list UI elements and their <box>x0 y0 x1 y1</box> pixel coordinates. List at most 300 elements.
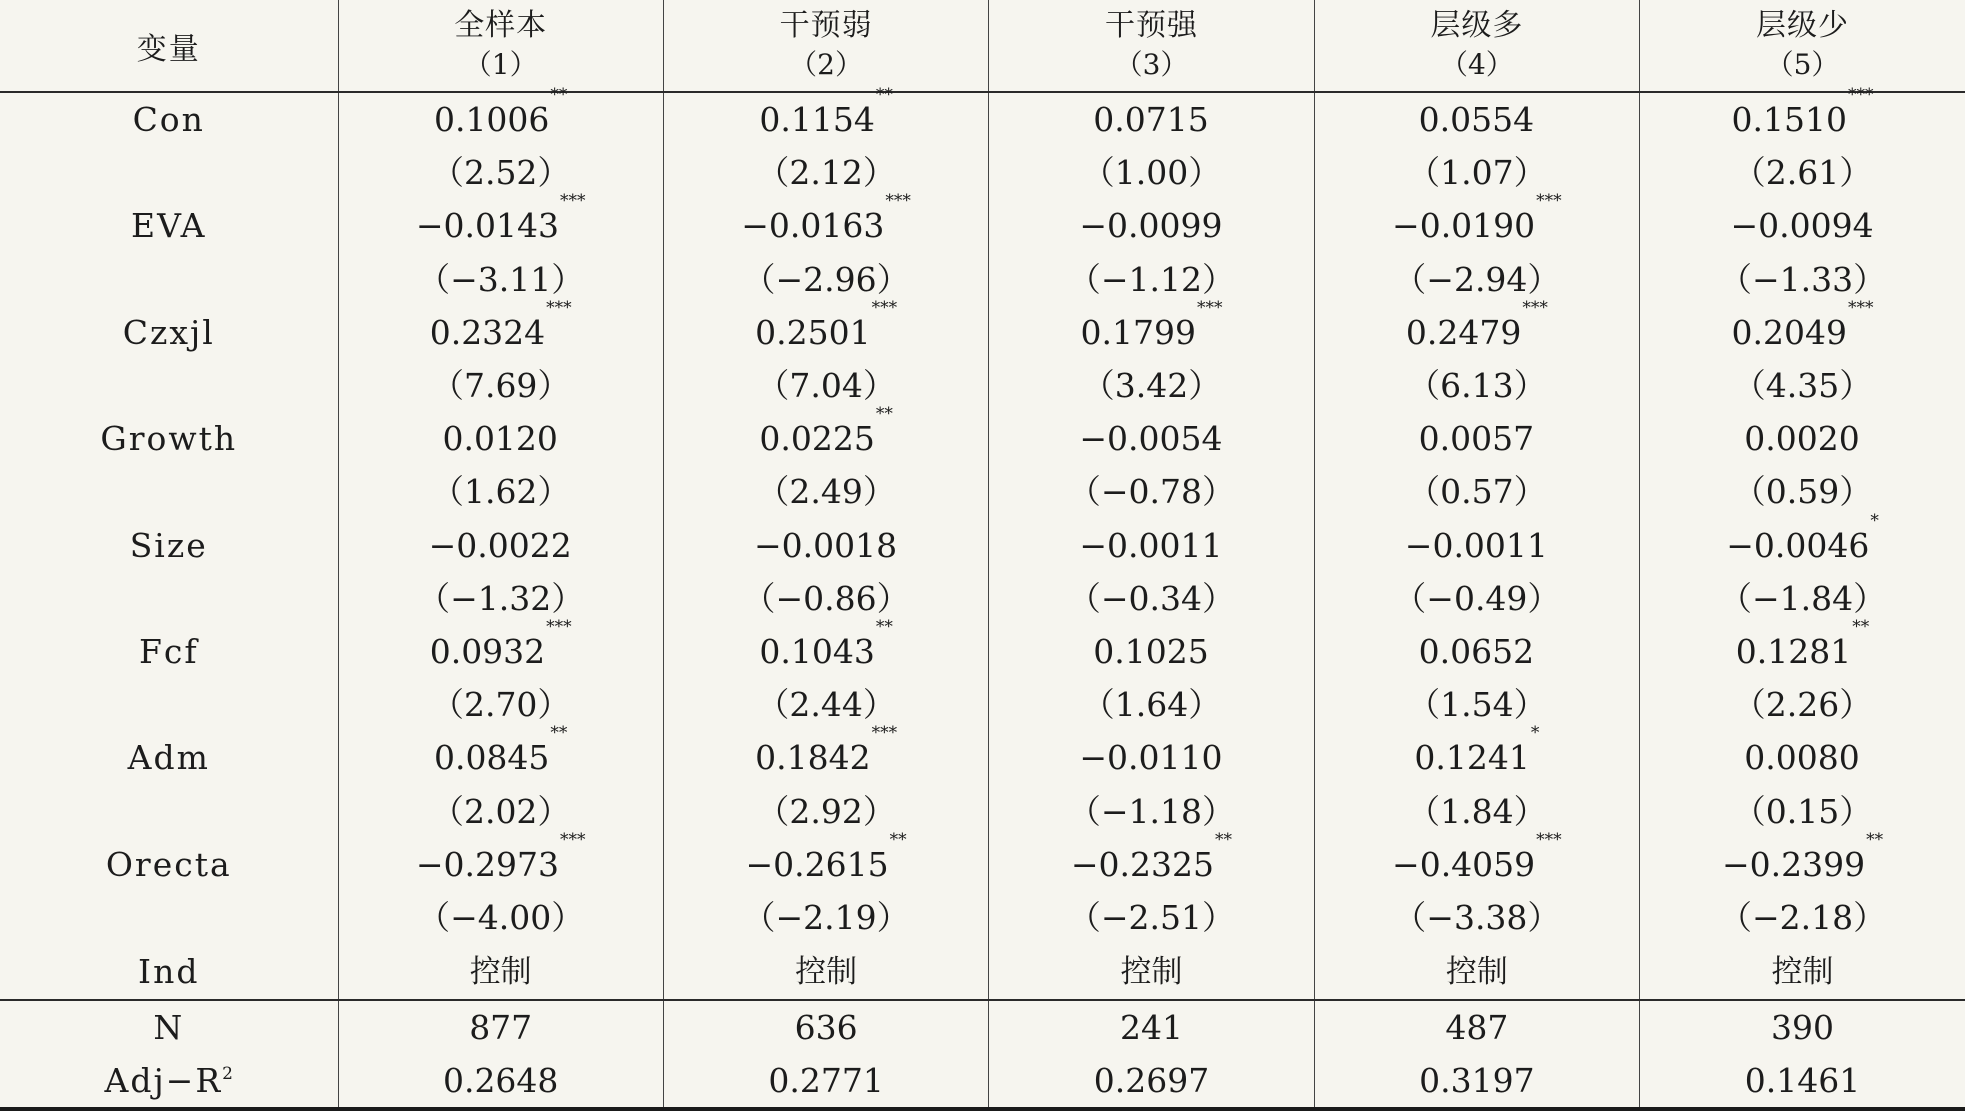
t-statistic <box>1314 678 1639 731</box>
t-statistic <box>663 146 988 199</box>
significance-stars: ** <box>550 85 568 106</box>
t-statistic-text: （0.15） <box>1732 791 1873 831</box>
column-number: （1） <box>463 47 538 81</box>
coef-value-wrap <box>1392 191 1562 246</box>
variable-name <box>0 1000 338 1054</box>
significance-stars: *** <box>871 297 898 318</box>
adj-r2-value-text: 0.3197 <box>1419 1061 1535 1101</box>
coef-cell <box>1640 412 1965 465</box>
adj-r2-value <box>663 1054 988 1109</box>
t-statistic-text: （1.84） <box>1407 791 1547 831</box>
coef-cell <box>663 519 988 572</box>
t-statistic <box>338 891 663 944</box>
coef-value: −0.0094 <box>1730 206 1874 246</box>
variable-name-text: Adm <box>127 738 210 778</box>
coef-value-wrap <box>429 297 572 352</box>
coef-value-wrap <box>1093 632 1209 671</box>
variable-name-text: Fcf <box>138 631 199 671</box>
observation-count <box>1640 1000 1965 1054</box>
variable-name-text: Ind <box>138 952 200 991</box>
coef-cell <box>1314 723 1639 784</box>
coef-cell <box>1314 519 1639 572</box>
coef-value: −0.0163 <box>741 206 885 246</box>
empty-cell <box>0 146 338 199</box>
variable-name-text: EVA <box>130 206 207 246</box>
coef-value: −0.0011 <box>1079 525 1223 565</box>
coef-cell <box>989 731 1314 784</box>
control-indicator-text: 控制 <box>1771 954 1834 990</box>
coef-value: 0.0120 <box>442 419 558 459</box>
t-statistic-text: （3.42） <box>1081 366 1222 406</box>
coef-value-wrap <box>1730 206 1874 245</box>
column-header-4 <box>1314 0 1639 92</box>
observation-count <box>663 1000 988 1054</box>
significance-stars: *** <box>546 616 572 637</box>
tstat-row <box>0 678 1965 731</box>
coef-row <box>0 306 1965 359</box>
t-statistic-text: （−2.51） <box>1067 897 1236 937</box>
t-statistic-text: （−1.12） <box>1067 259 1236 299</box>
t-statistic-text: （2.44） <box>756 685 896 725</box>
coef-value: −0.4059 <box>1392 844 1536 884</box>
observation-count-text: 241 <box>1119 1008 1183 1048</box>
t-statistic-text: （2.61） <box>1732 153 1873 193</box>
coef-value: 0.1510 <box>1731 100 1848 140</box>
coef-value: 0.1006 <box>433 100 550 140</box>
variable-header-label: 变量 <box>136 31 201 67</box>
t-statistic-text: （6.13） <box>1407 366 1547 406</box>
coef-value-wrap <box>415 191 586 246</box>
coef-value: 0.1025 <box>1093 631 1209 671</box>
t-statistic <box>989 572 1314 625</box>
coef-value-wrap <box>1414 723 1540 778</box>
significance-stars: ** <box>889 829 907 850</box>
control-indicator <box>338 944 663 1000</box>
coef-value: −0.0011 <box>1404 525 1548 565</box>
significance-stars: *** <box>885 191 911 212</box>
observation-count-text: 487 <box>1445 1008 1509 1048</box>
t-statistic-text: （1.64） <box>1081 685 1222 725</box>
t-statistic <box>663 891 988 944</box>
coef-cell <box>1640 731 1965 784</box>
t-statistic <box>663 253 988 306</box>
coef-cell <box>338 412 663 465</box>
t-statistic <box>338 678 663 731</box>
t-statistic-text: （0.57） <box>1407 472 1547 512</box>
significance-stars: *** <box>1196 297 1223 318</box>
coef-value-wrap <box>1405 297 1548 352</box>
coef-cell <box>989 829 1314 891</box>
t-statistic-text: （1.62） <box>430 472 571 512</box>
coef-cell <box>989 297 1314 359</box>
observation-count-text: 636 <box>794 1008 858 1048</box>
coef-cell <box>338 85 663 146</box>
control-indicator-text: 控制 <box>1120 954 1183 990</box>
column-number: （5） <box>1765 47 1840 81</box>
coef-cell <box>338 191 663 252</box>
t-statistic-text: （2.92） <box>756 791 896 831</box>
empty-cell <box>0 891 338 944</box>
empty-cell <box>0 678 338 731</box>
coef-cell <box>1640 616 1965 678</box>
coef-value: 0.1241 <box>1414 738 1530 778</box>
t-statistic-text: （2.26） <box>1732 685 1873 725</box>
t-statistic <box>1314 359 1639 412</box>
tstat-row <box>0 359 1965 412</box>
significance-stars: ** <box>1215 829 1233 850</box>
t-statistic <box>663 465 988 518</box>
tstat-row <box>0 891 1965 944</box>
coef-value-wrap <box>429 526 573 565</box>
coef-value-wrap <box>1070 829 1233 884</box>
variable-name <box>0 625 338 678</box>
coef-cell <box>1314 625 1639 678</box>
t-statistic-text: （0.59） <box>1732 472 1873 512</box>
coef-value: 0.2324 <box>429 312 546 352</box>
coef-value-wrap <box>1080 297 1223 352</box>
column-header-3 <box>989 0 1314 92</box>
significance-stars: * <box>1870 510 1879 531</box>
t-statistic <box>1640 891 1965 944</box>
t-statistic-text: （−3.11） <box>417 259 585 299</box>
variable-name <box>0 944 338 1000</box>
coef-value-wrap <box>1079 206 1223 245</box>
column-name: 干预弱 <box>779 7 873 43</box>
coef-value-wrap <box>1731 85 1874 140</box>
t-statistic <box>989 678 1314 731</box>
coef-cell <box>338 723 663 784</box>
coef-cell <box>989 199 1314 252</box>
t-statistic <box>989 253 1314 306</box>
t-statistic-text: （−0.49） <box>1393 578 1561 618</box>
t-statistic-text: （−3.38） <box>1393 897 1561 937</box>
adj-r2-value <box>989 1054 1314 1109</box>
adj-r2-value <box>338 1054 663 1109</box>
variable-name-text: N <box>153 1008 185 1048</box>
coef-value: 0.2479 <box>1405 312 1522 352</box>
coef-row <box>0 199 1965 252</box>
table-header <box>0 0 1965 92</box>
control-indicator-text: 控制 <box>1445 954 1508 990</box>
coef-value-wrap <box>1735 616 1870 671</box>
t-statistic-text: （7.04） <box>756 366 896 406</box>
coef-value-wrap <box>755 297 898 352</box>
coef-value: 0.0225 <box>759 419 875 459</box>
t-statistic <box>663 572 988 625</box>
t-statistic-text: （−4.00） <box>417 897 585 937</box>
t-statistic <box>989 146 1314 199</box>
t-statistic <box>989 465 1314 518</box>
column-name: 层级多 <box>1430 7 1524 43</box>
coef-cell <box>338 297 663 359</box>
coef-value: −0.2615 <box>745 844 889 884</box>
t-statistic-text: （−2.19） <box>742 897 910 937</box>
significance-stars: *** <box>560 829 586 850</box>
empty-cell <box>0 784 338 837</box>
significance-stars: * <box>1530 723 1540 744</box>
coef-value: −0.0110 <box>1079 738 1223 778</box>
t-statistic <box>989 359 1314 412</box>
coef-value: −0.0054 <box>1079 419 1223 459</box>
significance-stars: ** <box>550 723 568 744</box>
t-statistic-text: （−0.34） <box>1067 578 1236 618</box>
t-statistic-text: （−1.32） <box>417 578 585 618</box>
empty-cell <box>0 465 338 518</box>
control-indicator <box>1640 944 1965 1000</box>
coef-value: 0.0080 <box>1744 738 1860 778</box>
coef-value-wrap <box>741 191 911 246</box>
coef-cell <box>1314 829 1639 891</box>
variable-name <box>0 1054 338 1109</box>
coef-row <box>0 92 1965 146</box>
variable-name-text: Growth <box>100 419 238 459</box>
coef-row <box>0 412 1965 465</box>
t-statistic <box>1314 572 1639 625</box>
coef-value-wrap <box>1392 829 1562 884</box>
t-statistic-text: （1.54） <box>1407 685 1547 725</box>
significance-stars: *** <box>546 297 572 318</box>
adj-r2-value <box>1640 1054 1965 1109</box>
coef-cell <box>1314 92 1639 146</box>
coef-cell <box>663 191 988 252</box>
column-header-2 <box>663 0 988 92</box>
coef-cell <box>989 625 1314 678</box>
tstat-row <box>0 784 1965 837</box>
coef-value: 0.2501 <box>755 312 871 352</box>
observations-row <box>0 1000 1965 1054</box>
coef-value-wrap <box>415 829 586 884</box>
coef-row <box>0 838 1965 891</box>
coef-value: −0.0046 <box>1726 525 1870 565</box>
significance-stars: *** <box>871 723 898 744</box>
t-statistic-text: （−1.18） <box>1067 791 1236 831</box>
coef-value: −0.0022 <box>428 525 572 565</box>
coef-value-wrap <box>1405 526 1549 565</box>
coef-cell <box>663 85 988 146</box>
adj-r2-value <box>1314 1054 1639 1109</box>
t-statistic <box>1640 253 1965 306</box>
t-statistic <box>663 359 988 412</box>
industry-control-row <box>0 944 1965 1000</box>
significance-stars: ** <box>875 404 893 425</box>
t-statistic-text: （2.12） <box>756 153 896 193</box>
coef-cell <box>663 829 988 891</box>
t-statistic <box>1314 146 1639 199</box>
coef-cell <box>338 616 663 678</box>
coef-value-wrap <box>1093 100 1209 139</box>
coef-cell <box>1640 199 1965 252</box>
control-indicator <box>989 944 1314 1000</box>
coef-row <box>0 625 1965 678</box>
column-header-5 <box>1640 0 1965 92</box>
observation-count <box>338 1000 663 1054</box>
column-name: 全样本 <box>454 7 548 43</box>
coef-value: −0.0018 <box>754 525 898 565</box>
t-statistic-text: （4.35） <box>1732 366 1873 406</box>
t-statistic-text: （2.49） <box>756 472 896 512</box>
t-statistic <box>989 891 1314 944</box>
significance-stars: ** <box>1866 829 1884 850</box>
coef-value: −0.2973 <box>415 844 559 884</box>
column-name: 干预强 <box>1104 7 1198 43</box>
column-header-1 <box>338 0 663 92</box>
adj-r2-value-text: 0.2648 <box>442 1061 559 1101</box>
coef-value: 0.2049 <box>1731 312 1848 352</box>
coef-cell <box>1640 297 1965 359</box>
adj-r2-value-text: 0.1461 <box>1744 1061 1861 1101</box>
adj-r2-label: Adj−R <box>104 1061 223 1101</box>
variable-name-text: Czxjl <box>122 312 215 352</box>
coef-cell <box>1640 510 1965 572</box>
coef-value-wrap <box>1079 526 1223 565</box>
variable-name <box>0 199 338 252</box>
t-statistic <box>338 253 663 306</box>
t-statistic <box>338 572 663 625</box>
tstat-row <box>0 253 1965 306</box>
t-statistic <box>1640 572 1965 625</box>
t-statistic <box>338 784 663 837</box>
significance-stars: *** <box>1848 297 1874 318</box>
column-name: 层级少 <box>1756 7 1850 43</box>
t-statistic <box>663 678 988 731</box>
observation-count <box>1314 1000 1639 1054</box>
t-statistic <box>1314 253 1639 306</box>
coef-cell <box>1640 829 1965 891</box>
control-indicator <box>1314 944 1639 1000</box>
coef-value-wrap <box>759 404 893 459</box>
column-number: （2） <box>789 47 863 81</box>
empty-cell <box>0 572 338 625</box>
coef-cell <box>989 519 1314 572</box>
t-statistic-text: （2.02） <box>430 791 571 831</box>
t-statistic-text: （2.70） <box>430 685 571 725</box>
coef-value-wrap <box>1744 419 1860 458</box>
coef-value-wrap <box>1731 297 1874 352</box>
t-statistic-text: （−0.78） <box>1067 472 1236 512</box>
coef-value: 0.0845 <box>433 738 550 778</box>
variable-header <box>0 0 338 92</box>
coef-row <box>0 731 1965 784</box>
coef-value-wrap <box>1744 738 1860 777</box>
variable-name <box>0 412 338 465</box>
t-statistic <box>1314 465 1639 518</box>
adj-r2-superscript: 2 <box>222 1064 233 1085</box>
tstat-row <box>0 465 1965 518</box>
variable-name <box>0 306 338 359</box>
coef-value: −0.0190 <box>1392 206 1536 246</box>
column-number: （3） <box>1114 47 1189 81</box>
control-indicator-text: 控制 <box>795 954 858 990</box>
t-statistic-text: （1.00） <box>1081 153 1222 193</box>
observation-count-text: 877 <box>469 1008 533 1048</box>
coef-cell <box>1640 85 1965 146</box>
t-statistic <box>1314 784 1639 837</box>
t-statistic <box>1640 678 1965 731</box>
coef-value: 0.0057 <box>1418 419 1535 459</box>
coef-value-wrap <box>433 723 568 778</box>
coef-value: 0.1799 <box>1080 312 1196 352</box>
t-statistic-text: （7.69） <box>430 366 571 406</box>
variable-name <box>0 519 338 572</box>
variable-name <box>0 838 338 891</box>
t-statistic <box>338 465 663 518</box>
coef-value-wrap <box>755 723 898 778</box>
t-statistic-text: （−0.86） <box>742 578 910 618</box>
coef-cell <box>989 412 1314 465</box>
column-number: （4） <box>1439 47 1514 81</box>
t-statistic <box>1640 784 1965 837</box>
coef-value-wrap <box>759 616 893 671</box>
coef-cell <box>338 519 663 572</box>
t-statistic-text: （1.07） <box>1407 153 1547 193</box>
t-statistic-text: （−1.33） <box>1718 259 1887 299</box>
empty-cell <box>0 253 338 306</box>
empty-cell <box>0 359 338 412</box>
coef-value-wrap <box>759 85 893 140</box>
coef-value-wrap <box>1721 829 1884 884</box>
coef-value-wrap <box>1419 632 1535 671</box>
coef-value-wrap <box>429 616 572 671</box>
coef-value: 0.1043 <box>759 631 875 671</box>
coef-value: −0.0143 <box>415 206 559 246</box>
variable-name-text: Size <box>129 525 208 565</box>
adj-r2-value-text: 0.2697 <box>1093 1061 1210 1101</box>
coef-row <box>0 519 1965 572</box>
t-statistic-text: （2.52） <box>430 153 571 193</box>
coef-cell <box>663 404 988 465</box>
control-indicator-text: 控制 <box>469 954 532 990</box>
variable-name-text: Orecta <box>105 844 232 884</box>
coef-value-wrap <box>433 85 568 140</box>
observation-count <box>989 1000 1314 1054</box>
t-statistic <box>989 784 1314 837</box>
significance-stars: ** <box>875 85 893 106</box>
coef-value-wrap <box>442 419 558 458</box>
coef-value-wrap <box>1419 100 1535 139</box>
t-statistic-text: （−2.18） <box>1718 897 1887 937</box>
coef-value: 0.1281 <box>1735 631 1852 671</box>
coef-value: 0.0715 <box>1093 100 1209 140</box>
t-statistic-text: （−2.96） <box>742 259 910 299</box>
coef-value: −0.2325 <box>1070 844 1215 884</box>
coef-value: 0.1154 <box>759 100 875 140</box>
coef-value: −0.2399 <box>1721 844 1866 884</box>
table-body <box>0 85 1965 1109</box>
significance-stars: *** <box>1536 829 1562 850</box>
coef-cell <box>1314 412 1639 465</box>
t-statistic <box>663 784 988 837</box>
t-statistic <box>338 359 663 412</box>
t-statistic <box>1314 891 1639 944</box>
t-statistic-text: （−1.84） <box>1718 578 1887 618</box>
t-statistic <box>1640 146 1965 199</box>
significance-stars: *** <box>1522 297 1548 318</box>
coef-value: 0.0652 <box>1418 631 1535 671</box>
coef-cell <box>338 829 663 891</box>
coef-cell <box>1314 191 1639 252</box>
tstat-row <box>0 146 1965 199</box>
significance-stars: *** <box>560 191 586 212</box>
adj-r2-row <box>0 1054 1965 1109</box>
variable-name <box>0 731 338 784</box>
variable-name <box>0 92 338 146</box>
significance-stars: ** <box>875 616 893 637</box>
adj-r2-value-text: 0.2771 <box>768 1061 884 1101</box>
coef-value-wrap <box>1726 510 1879 565</box>
t-statistic-text: （−2.94） <box>1393 259 1561 299</box>
coef-value-wrap <box>1079 738 1223 777</box>
significance-stars: ** <box>1852 616 1870 637</box>
